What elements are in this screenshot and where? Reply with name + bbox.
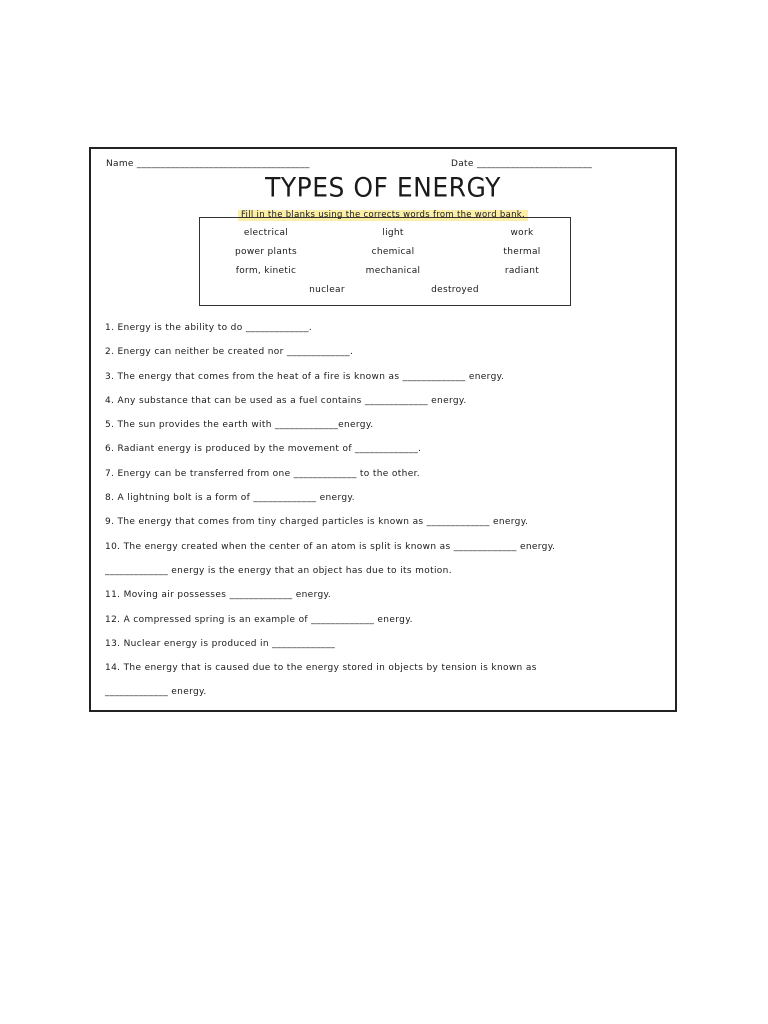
question-item: 5. The sun provides the earth with _____________energy. <box>105 420 374 431</box>
word-bank-item: chemical <box>371 247 415 257</box>
word-bank-item: work <box>510 228 534 238</box>
word-bank-item: thermal <box>503 247 541 257</box>
question-list <box>105 322 669 711</box>
word-bank-item: nuclear <box>309 285 345 295</box>
instructions: Fill in the blanks using the corrects words from the word bank. <box>238 210 528 221</box>
question-item: 7. Energy can be transferred from one _____________ to the other. <box>105 468 421 479</box>
question-item: 13. Nuclear energy is produced in _____________ <box>105 638 336 649</box>
word-bank-item: light <box>382 228 404 238</box>
question-item: 2. Energy can neither be created nor _____________. <box>105 347 354 358</box>
date-field[interactable]: Date ________________________ <box>451 159 593 169</box>
word-bank-item: form, kinetic <box>235 266 297 276</box>
question-item: 11. Moving air possesses _____________ energy. <box>105 590 332 601</box>
question-item: 8. A lightning bolt is a form of _____________ energy. <box>105 493 356 504</box>
question-item: 1. Energy is the ability to do _____________. <box>105 323 313 333</box>
word-bank-item: mechanical <box>365 266 421 276</box>
word-bank <box>199 217 571 306</box>
question-item: 3. The energy that comes from the heat of a fire is known as _____________ energy. <box>105 371 505 382</box>
question-item: 6. Radiant energy is produced by the movement of _____________. <box>105 444 422 455</box>
question-item: 4. Any substance that can be used as a fuel contains _____________ energy. <box>105 395 467 406</box>
question-item: _____________ energy is the energy that an object has due to its motion. <box>105 565 452 576</box>
name-field[interactable]: Name ____________________________________ <box>106 159 310 169</box>
question-item: 10. The energy created when the center of an atom is split is known as _____________ energy. <box>105 541 556 552</box>
question-item: 14. The energy that is caused due to the energy stored in objects by tension is known as <box>105 663 537 674</box>
question-item: _____________ energy. <box>105 687 207 698</box>
worksheet <box>89 147 677 712</box>
word-bank-item: radiant <box>504 266 540 276</box>
worksheet-title: TYPES OF ENERGY <box>265 171 501 204</box>
question-item: 12. A compressed spring is an example of _____________ energy. <box>105 614 413 625</box>
word-bank-item: electrical <box>243 228 289 238</box>
word-bank-item: power plants <box>235 247 297 257</box>
question-item: 9. The energy that comes from tiny charged particles is known as _____________ energy. <box>105 517 529 528</box>
word-bank-item: destroyed <box>431 285 479 295</box>
